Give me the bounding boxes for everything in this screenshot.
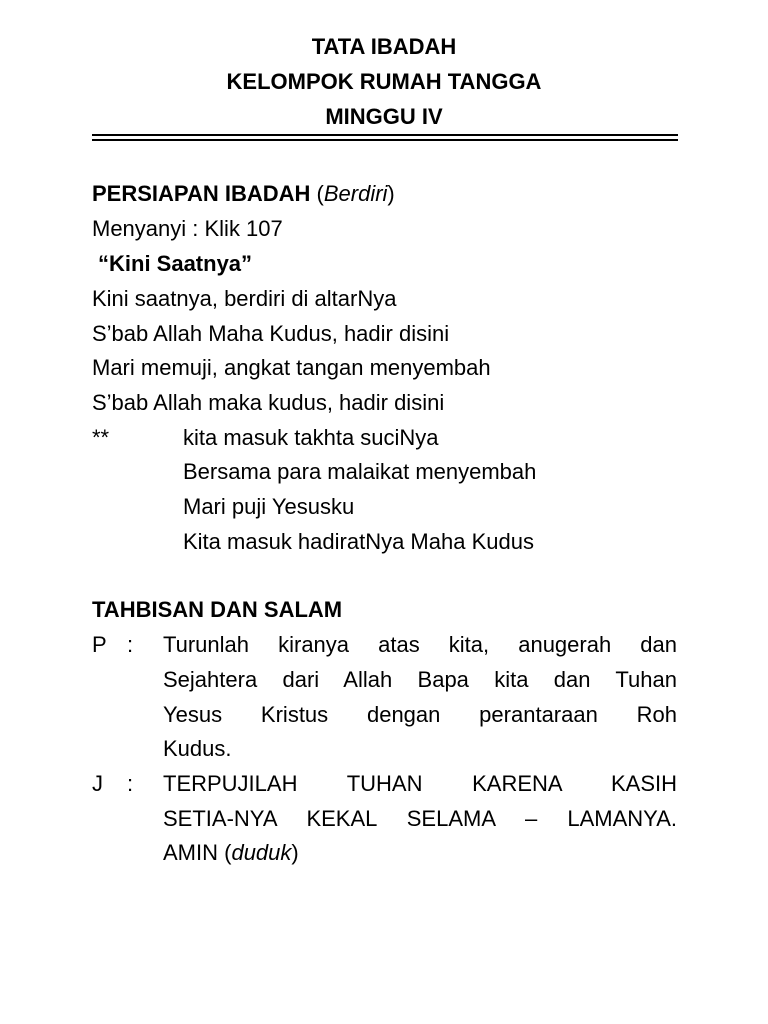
- speaker-j-label: J: [92, 771, 103, 796]
- header-rule-bottom: [92, 139, 678, 141]
- chorus-line-3: Mari puji Yesusku: [183, 494, 355, 519]
- p-line-2: Sejahtera dari Allah Bapa kita dan Tuhan: [163, 667, 677, 692]
- verse-line-1: Kini saatnya, berdiri di altarNya: [92, 286, 397, 311]
- posture-berdiri: Berdiri: [323, 181, 388, 206]
- posture-duduk: duduk: [231, 840, 292, 865]
- title-line-2: KELOMPOK RUMAH TANGGA: [226, 69, 542, 94]
- verse-line-2: S’bab Allah Maha Kudus, hadir disini: [92, 321, 450, 346]
- verse-line-4: S’bab Allah maka kudus, hadir disini: [92, 390, 445, 415]
- p-line-4: Kudus.: [163, 736, 232, 761]
- song-reference: Menyanyi : Klik 107: [92, 216, 283, 241]
- amin-text: AMIN (: [163, 840, 232, 865]
- j-line-2: SETIA-NYA KEKAL SELAMA – LAMANYA.: [163, 806, 677, 831]
- verse-line-3: Mari memuji, angkat tangan menyembah: [92, 355, 491, 380]
- p-line-1: Turunlah kiranya atas kita, anugerah dan: [163, 632, 677, 657]
- p-line-3: Yesus Kristus dengan perantaraan Roh: [163, 702, 677, 727]
- speaker-p-label: P: [92, 632, 107, 657]
- chorus-line-2: Bersama para malaikat menyembah: [183, 459, 537, 484]
- paren-close: ): [387, 181, 395, 206]
- title-line-1: TATA IBADAH: [311, 34, 457, 59]
- speaker-p-colon: :: [127, 632, 134, 657]
- amin-paren-close: ): [291, 840, 299, 865]
- j-line-1: TERPUJILAH TUHAN KARENA KASIH: [163, 771, 677, 796]
- chorus-line-4: Kita masuk hadiratNya Maha Kudus: [183, 529, 534, 554]
- section-persiapan-title: PERSIAPAN IBADAH: [92, 181, 311, 206]
- title-line-3: MINGGU IV: [325, 104, 443, 129]
- chorus-marker: **: [92, 425, 110, 450]
- speaker-j-colon: :: [127, 771, 134, 796]
- paren-open: (: [310, 181, 324, 206]
- header-rule-top: [92, 134, 678, 136]
- song-title: “Kini Saatnya”: [98, 251, 253, 276]
- section-persiapan-heading: [92, 181, 395, 207]
- section-tahbisan-title: TAHBISAN DAN SALAM: [92, 597, 343, 622]
- j-line-3: [163, 840, 677, 866]
- chorus-line-1: kita masuk takhta suciNya: [183, 425, 439, 450]
